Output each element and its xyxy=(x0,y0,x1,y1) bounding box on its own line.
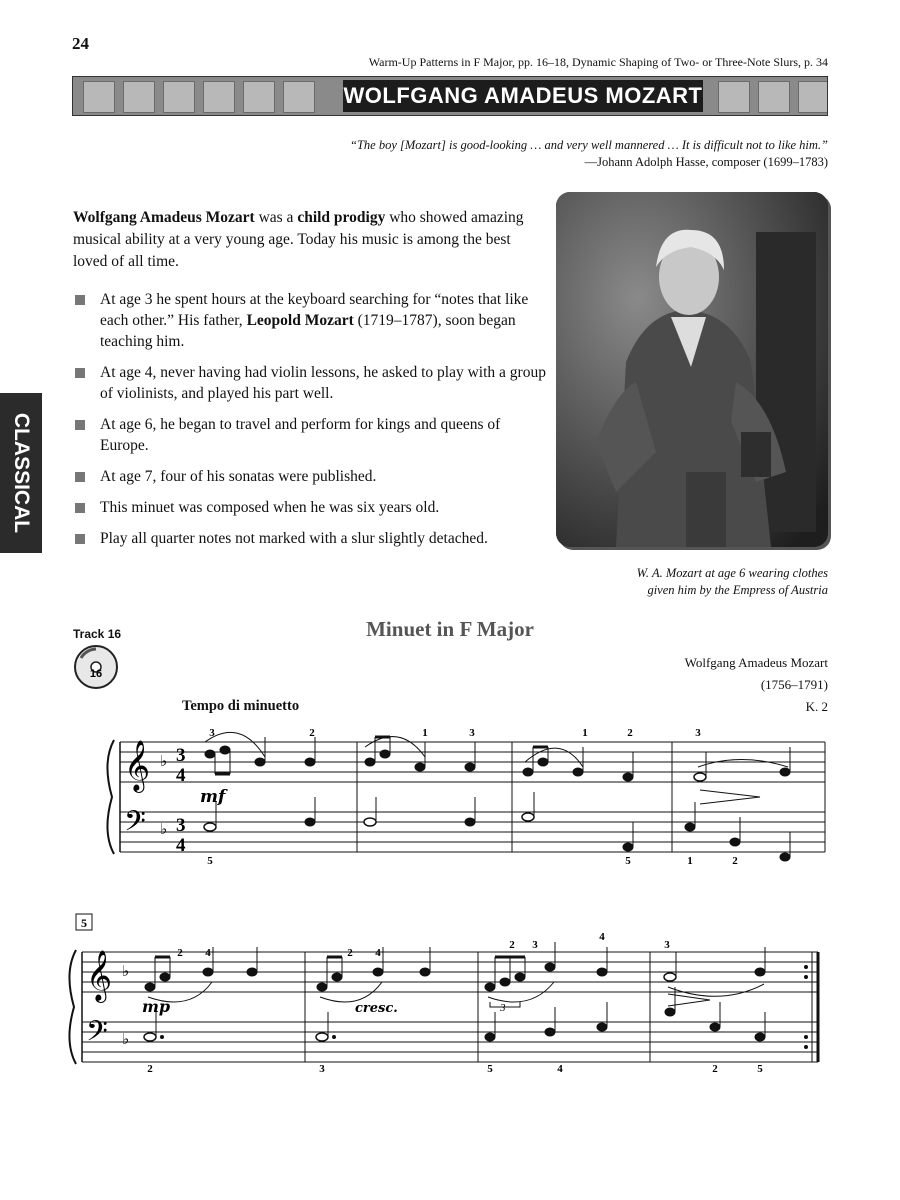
intro-term: child prodigy xyxy=(297,209,386,226)
brace xyxy=(69,950,76,1064)
list-item xyxy=(73,289,548,352)
banner-tile xyxy=(798,81,828,113)
treble-clef-icon: 𝄞 xyxy=(124,740,151,791)
banner-tile xyxy=(163,81,195,113)
repeat-dots xyxy=(804,965,808,1049)
fingering: 2 xyxy=(732,855,738,867)
list-item-text: At age 6, he began to travel and perform for kings and queens of Europe. xyxy=(100,416,501,454)
list-item xyxy=(73,362,548,404)
fingering: 2 xyxy=(627,727,633,739)
cresc-marking: cresc. xyxy=(355,1001,398,1016)
section-tab-label: CLASSICAL xyxy=(10,412,33,534)
list-item-text: At age 4, never having had violin lessons, he asked to play with a group of violinists, and played his part well. xyxy=(100,364,546,402)
banner-tile xyxy=(718,81,750,113)
banner-tile xyxy=(283,81,315,113)
mozart-portrait xyxy=(556,192,828,547)
list-item-text: At age 7, four of his sonatas were published. xyxy=(100,468,377,485)
fingering: 2 xyxy=(509,939,515,951)
measure-number: 5 xyxy=(81,916,87,930)
banner-tile xyxy=(243,81,275,113)
portrait-illustration xyxy=(556,192,828,547)
time-sig-bottom: 4 xyxy=(176,835,186,856)
key-flat-icon: ♭ xyxy=(160,754,168,770)
fingering: 2 xyxy=(712,1063,718,1075)
fingering: 2 xyxy=(309,727,315,739)
slurs xyxy=(148,982,764,1007)
time-sig-top: 3 xyxy=(176,815,186,836)
banner-title: WOLFGANG AMADEUS MOZART xyxy=(343,80,703,112)
fingering: 4 xyxy=(205,947,211,959)
key-flat-icon: ♭ xyxy=(160,822,168,838)
dynamic-marking: mp xyxy=(142,997,171,1016)
list-item-text: Play all quarter notes not marked with a slur slightly detached. xyxy=(100,530,488,547)
notes-bass xyxy=(204,792,790,861)
score-system-2 xyxy=(60,912,840,1082)
fingering: 1 xyxy=(687,855,693,867)
list-item-text: This minuet was composed when he was six years old. xyxy=(100,499,440,516)
list-item xyxy=(73,414,548,456)
bass-clef-icon: 𝄢 xyxy=(86,1015,108,1055)
notes-treble xyxy=(145,942,765,991)
fingering: 1 xyxy=(582,727,588,739)
fingering: 2 xyxy=(347,947,353,959)
track-label: Track 16 xyxy=(73,627,122,641)
intro-text-a: was a xyxy=(254,209,298,226)
bullet-square-icon xyxy=(75,472,85,482)
list-item xyxy=(73,528,548,549)
catalog-number: K. 2 xyxy=(805,699,828,714)
key-flat-icon: ♭ xyxy=(122,1032,130,1048)
section-tab xyxy=(0,393,42,553)
notes-treble xyxy=(205,737,790,781)
fingering: 3 xyxy=(664,939,670,951)
banner-tile xyxy=(83,81,115,113)
list-item-bold: Leopold Mozart xyxy=(246,312,354,329)
bullet-square-icon xyxy=(75,295,85,305)
quote-block xyxy=(350,137,828,171)
triplet-marking: 3 xyxy=(500,1002,506,1014)
time-sig-bottom: 4 xyxy=(176,765,186,786)
bullet-square-icon xyxy=(75,534,85,544)
time-sig-top: 3 xyxy=(176,745,186,766)
bullet-square-icon xyxy=(75,503,85,513)
key-flat-icon: ♭ xyxy=(122,964,130,980)
facts-list xyxy=(73,289,548,559)
notes-bass xyxy=(144,987,765,1041)
score-system-1 xyxy=(100,712,840,882)
bass-clef-icon: 𝄢 xyxy=(124,805,146,845)
fingering: 2 xyxy=(177,947,183,959)
fingering: 3 xyxy=(469,727,475,739)
list-item xyxy=(73,466,548,487)
fingering: 2 xyxy=(147,1063,153,1075)
fingering: 3 xyxy=(209,727,215,739)
tempo-marking: Tempo di minuetto xyxy=(182,698,300,714)
bullet-square-icon xyxy=(75,420,85,430)
composer-name: Wolfgang Amadeus Mozart xyxy=(684,655,828,670)
fingering: 1 xyxy=(422,727,428,739)
fingering: 5 xyxy=(757,1063,763,1075)
page-number: 24 xyxy=(72,34,89,53)
brace xyxy=(107,740,114,854)
fingering: 4 xyxy=(599,931,605,943)
composer-dates: (1756–1791) xyxy=(760,677,828,692)
list-item-text: (1719–1787), soon began teaching him. xyxy=(100,312,516,350)
track-number: 16 xyxy=(89,668,103,680)
fingering: 5 xyxy=(625,855,631,867)
treble-clef-icon: 𝄞 xyxy=(86,950,113,1001)
portrait-caption xyxy=(637,565,828,599)
quote-attribution: —Johann Adolph Hasse, composer (1699–1783) xyxy=(584,155,828,169)
banner-tile xyxy=(203,81,235,113)
title-banner xyxy=(72,76,828,116)
caption-line: W. A. Mozart at age 6 wearing clothes xyxy=(636,566,828,580)
intro-text-b: who showed amazing musical ability at a very young age. Today his music is among the best loved of all time. xyxy=(73,209,524,270)
piece-title: Minuet in F Major xyxy=(366,617,534,641)
fingering: 5 xyxy=(207,855,213,867)
banner-tile xyxy=(758,81,790,113)
slurs xyxy=(205,732,788,804)
quote-text: “The boy [Mozart] is good-looking … and very well mannered … It is difficult not to like him.” xyxy=(350,138,828,152)
bullet-square-icon xyxy=(75,368,85,378)
fingering: 5 xyxy=(487,1063,493,1075)
intro-name: Wolfgang Amadeus Mozart xyxy=(73,209,255,226)
composer-block xyxy=(685,652,828,718)
list-item-text: At age 3 he spent hours at the keyboard searching for “notes that like each other.” His father, xyxy=(100,291,529,329)
fingering: 4 xyxy=(375,947,381,959)
caption-line: given him by the Empress of Austria xyxy=(647,583,828,597)
fingering: 3 xyxy=(695,727,701,739)
banner-tile xyxy=(123,81,155,113)
fingering: 4 xyxy=(557,1063,563,1075)
cd-icon[interactable] xyxy=(73,644,119,690)
fingering: 3 xyxy=(532,939,538,951)
intro-paragraph xyxy=(73,207,543,273)
dynamic-marking: mf xyxy=(200,787,226,807)
list-item xyxy=(73,497,548,518)
cross-reference: Warm-Up Patterns in F Major, pp. 16–18, Dynamic Shaping of Two- or Three-Note Slurs, p. 34 xyxy=(368,55,828,69)
fingering: 3 xyxy=(319,1063,325,1075)
